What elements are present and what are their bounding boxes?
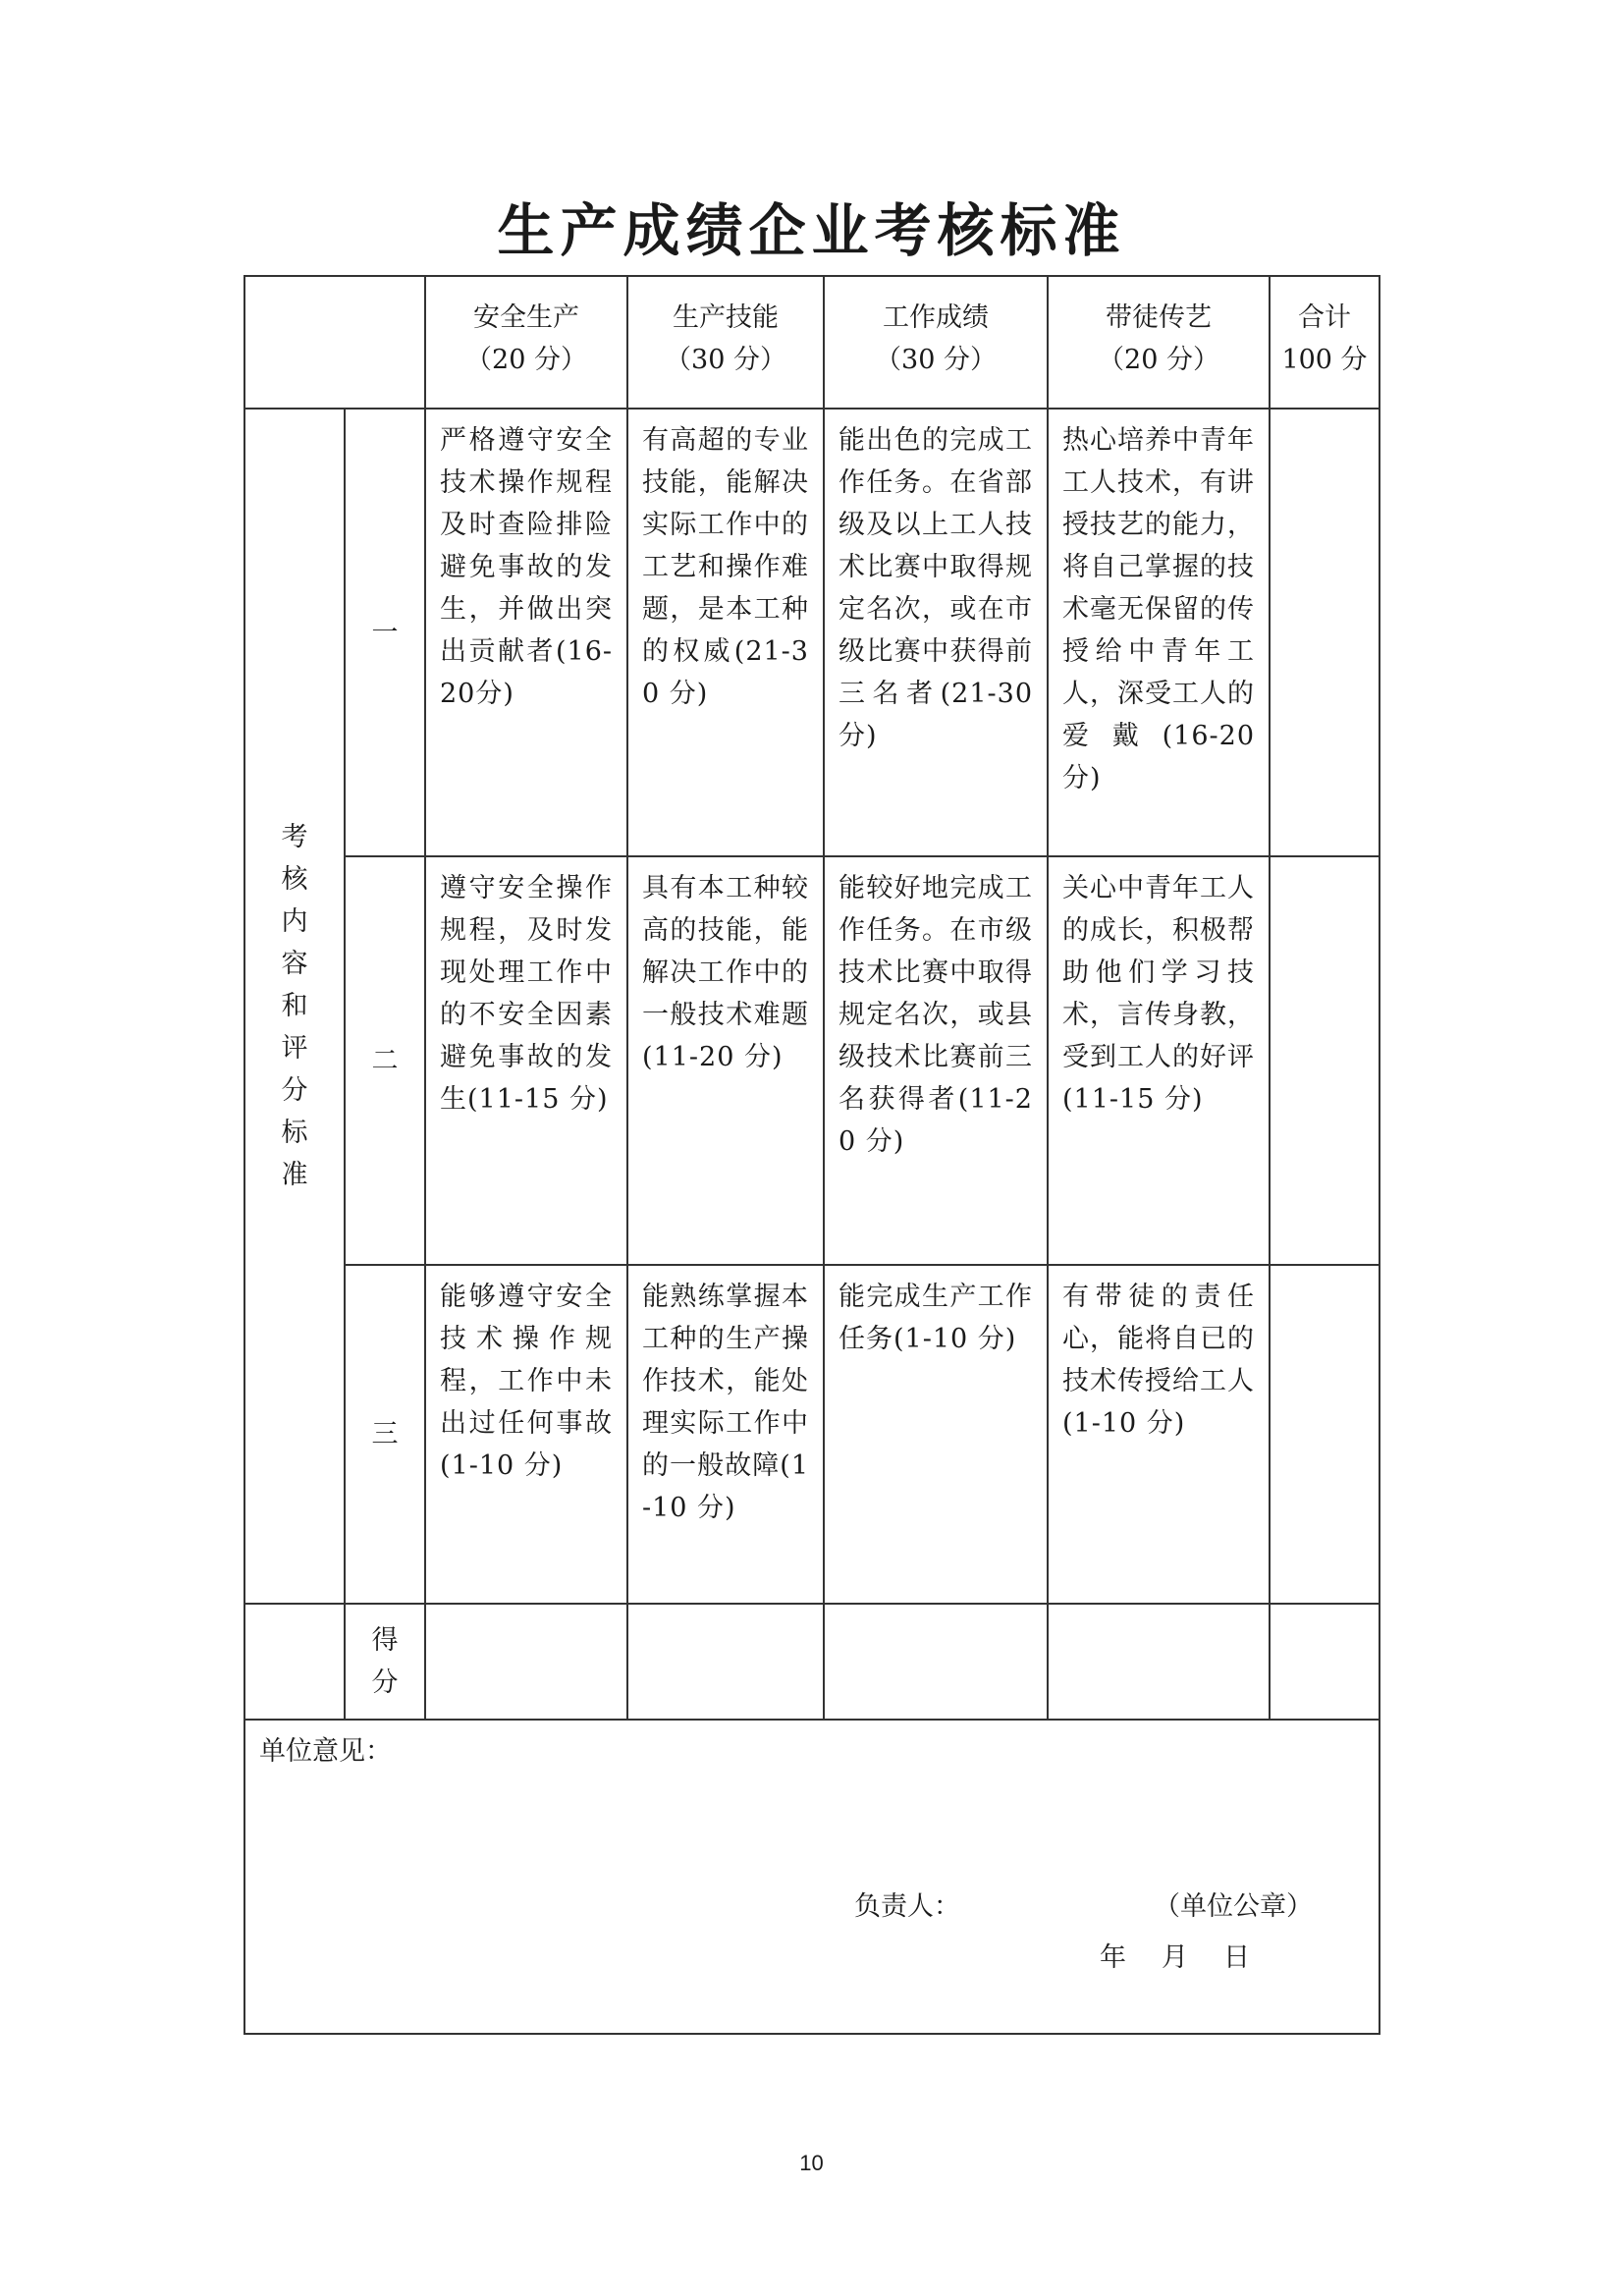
page-number: 10 [799,2151,824,2175]
level-row-3 [244,1265,1380,1604]
header-corner [244,276,425,409]
header-performance [824,276,1048,409]
criteria-cell: 能熟练掌握本工种的生产操作技术，能处理实际工作中的一般故障(1-10 分) [627,1265,824,1604]
score-cell [1048,1604,1270,1720]
level-row-2 [244,856,1380,1265]
category-label-cell [244,409,345,1604]
header-mentoring [1048,276,1270,409]
header-safety-points: （20 分） [465,345,587,375]
score-cell [627,1604,824,1720]
score-row [244,1604,1380,1720]
level-label-3: 三 [345,1265,425,1604]
score-cell [1270,1604,1380,1720]
score-label-cell [345,1604,425,1720]
criteria-cell: 遵守安全操作规程，及时发现处理工作中的不安全因素避免事故的发生(11-15 分) [425,856,627,1265]
header-skill-points: （30 分） [665,345,786,375]
header-total [1270,276,1380,409]
date-day: 日 [1223,1942,1250,1973]
responsible-label: 负责人： [854,1891,960,1922]
criteria-cell: 具有本工种较高的技能，能解决工作中的一般技术难题(11-20 分) [627,856,824,1265]
level-row-1 [244,409,1380,856]
header-row [244,276,1380,409]
criteria-cell: 有带徒的责任心，能将自已的技术传授给工人(1-10 分) [1048,1265,1270,1604]
level-label-2: 二 [345,856,425,1265]
score-cell [425,1604,627,1720]
header-total-label: 合计 [1298,302,1351,333]
criteria-cell: 严格遵守安全技术操作规程及时查险排险避免事故的发生，并做出突出贡献者(16-20分) [425,409,627,856]
criteria-cell: 能出色的完成工作任务。在省部级及以上工人技术比赛中取得规定名次，或在市级比赛中获得前三名者(21-30 分) [824,409,1048,856]
total-cell [1270,1265,1380,1604]
total-cell [1270,856,1380,1265]
total-cell [1270,409,1380,856]
header-skill-name: 生产技能 [673,302,779,333]
level-label-1: 一 [345,409,425,856]
header-performance-points: （30 分） [875,345,997,375]
date-line [1100,1937,1285,1979]
date-year: 年 [1100,1942,1126,1973]
criteria-cell: 有高超的专业技能，能解决实际工作中的工艺和操作难题，是本工种的权威(21-30 分) [627,409,824,856]
header-skill [627,276,824,409]
criteria-cell: 能够遵守安全技术操作规程，工作中未出过任何事故(1-10 分) [425,1265,627,1604]
page-title: 生产成绩企业考核标准 [497,197,1126,264]
header-safety-name: 安全生产 [473,302,579,333]
score-row-spacer [244,1604,345,1720]
criteria-cell: 关心中青年工人的成长，积极帮助他们学习技术，言传身教，受到工人的好评(11-15 分) [1048,856,1270,1265]
criteria-cell: 热心培养中青年工人技术，有讲授技艺的能力，将自己掌握的技术毫无保留的传授给中青年工人，深受工人的爱戴(16-20 分) [1048,409,1270,856]
header-safety [425,276,627,409]
header-performance-name: 工作成绩 [883,302,989,333]
criteria-cell: 能较好地完成工作任务。在市级技术比赛中取得规定名次，或县级技术比赛前三名获得者(11-20 分) [824,856,1048,1265]
opinion-label: 单位意见： [259,1736,392,1767]
opinion-row [244,1720,1380,2034]
assessment-table [243,275,1380,2035]
unit-seal-label: （单位公章） [1154,1891,1313,1922]
score-cell [824,1604,1048,1720]
opinion-cell [244,1720,1380,2034]
score-label: 得分 [371,1625,399,1698]
date-month: 月 [1162,1942,1188,1973]
category-label: 考核内容和评分标准 [281,822,308,1190]
header-mentoring-name: 带徒传艺 [1106,302,1212,333]
header-mentoring-points: （20 分） [1098,345,1219,375]
header-total-points: 100 分 [1281,345,1368,375]
criteria-cell: 能完成生产工作任务(1-10 分) [824,1265,1048,1604]
